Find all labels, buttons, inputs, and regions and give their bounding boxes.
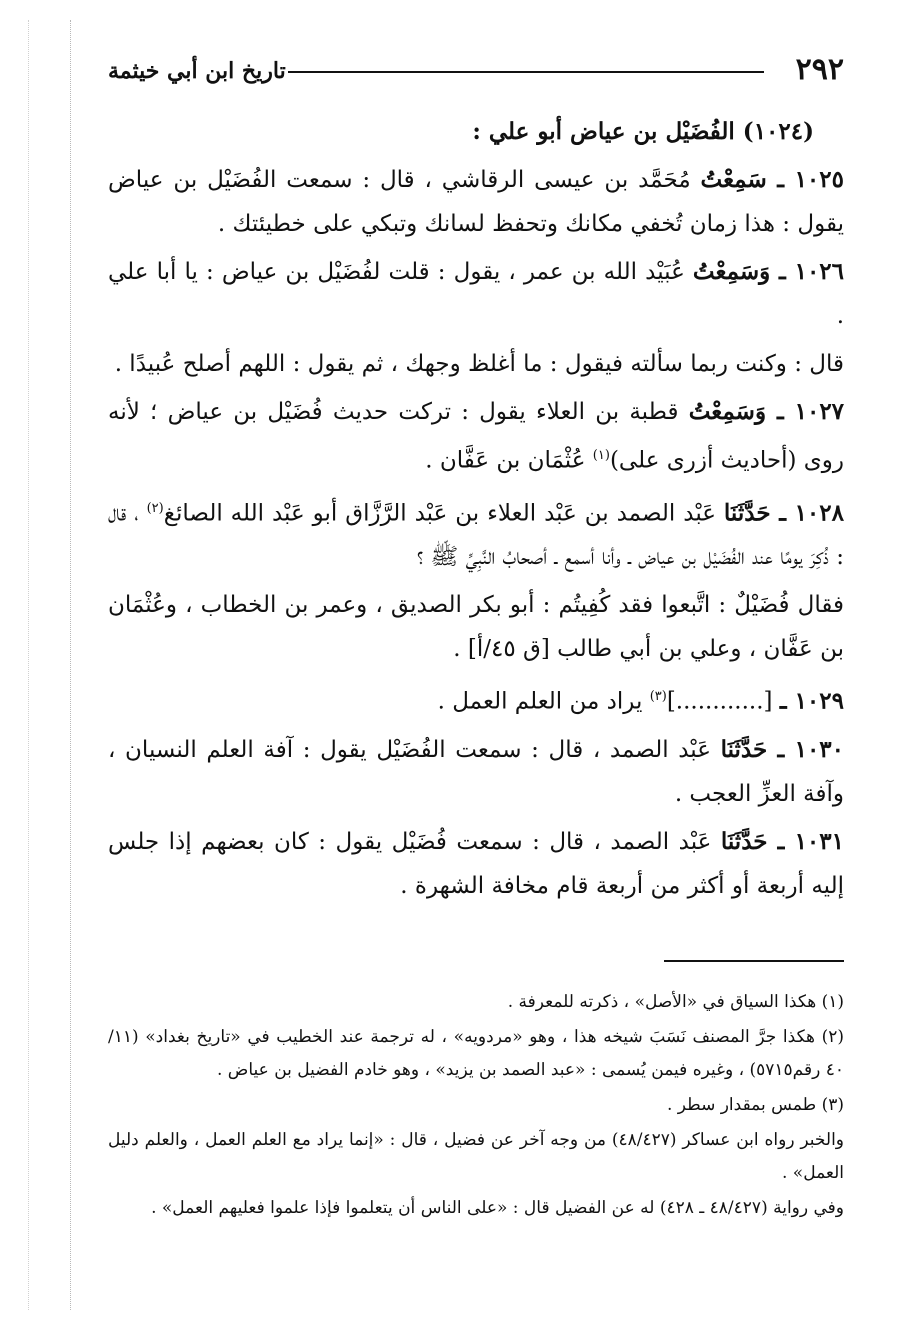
footnotes: [108, 986, 844, 1227]
footnote-2: (٢) هكذا جرَّ المصنف نَسَبَ شيخه هذا ، وهو «مردويه» ، له ترجمة عند الخطيب في «تاريخ بغداد» (١١/ ٤٠ رقم٥٧١٥) ، وغيره فيمن يُسمى : «عبد الصمد بن يزيد» ، وهو خادم الفضيل بن عياض .: [108, 1027, 844, 1080]
entry-1029: [108, 675, 844, 724]
entry-lead: ١٠٢٧ ـ وَسَمِعْتُ: [688, 398, 845, 425]
entry-text: قطبة بن العلاء يقول : تركت حديث فُضَيْل بن عياض ؛ لأنه روى (أحاديث أزرى على): [108, 399, 844, 474]
page-number: ٢٩٢: [795, 52, 844, 87]
entry-text: عُثْمَان بن عَفَّان .: [425, 447, 586, 474]
entry-1030: [108, 728, 844, 816]
entry-text: فقال فُضَيْلٌ : اتَّبعوا فقد كُفِيتُم : أبو بكر الصديق ، وعمر بن الخطاب ، وعُثْمَان بن عَفَّان ، وعلي بن أبي طالب [ق ٤٥/أ] .: [108, 592, 844, 663]
footnote-1: (١) هكذا السياق في «الأصل» ، ذكرته للمعرفة .: [507, 992, 844, 1012]
entry-lead: ١٠٢٥ ـ سَمِعْتُ: [700, 166, 844, 193]
entry-lead: ١٠٢٨ ـ حَدَّثَنَا: [723, 499, 844, 527]
running-header: [108, 52, 844, 92]
scan-edge-dots: [70, 20, 71, 1310]
footnote-3-detail: والخبر رواه ابن عساكر (٤٨/٤٢٧) من وجه آخر عن فضيل ، قال : «إنما يراد مع العلم العمل ، والعلم دليل العمل» .: [108, 1130, 845, 1183]
entry-1031: [108, 820, 844, 908]
entry-text: ، قال : ذُكِرَ يومًا عند الفُضَيْل بن عياض ـ وأنا أسمع ـ أصحابُ النَّبِيِّ ﷺ ؟: [108, 500, 844, 571]
entry-1026-continuation: [108, 342, 844, 386]
book-title: تاريخ ابن أبي خيثمة: [108, 58, 286, 84]
section-heading: (١٠٢٤) الفُضَيْل بن عياض أبو علي :: [472, 118, 814, 145]
entry-1028-continuation: [108, 583, 844, 671]
footnote-3: (٣) طمس بمقدار سطر .: [666, 1095, 844, 1115]
footnote-rule: [664, 960, 844, 962]
entry-1025: [108, 158, 844, 246]
header-rule: [288, 71, 764, 73]
entry-lead: ١٠٢٦ ـ وَسَمِعْتُ: [692, 258, 845, 285]
footnote-ref-1[interactable]: (١): [592, 448, 610, 463]
entry-1028: [108, 487, 844, 580]
entry-text: مُحَمَّد بن عيسى الرقاشي ، قال : سمعت الفُضَيْل بن عياض يقول : هذا زمان تُخفي مكانك وتحفظ لسانك وتبكي على خطيئتك .: [108, 167, 844, 237]
entry-lead: ١٠٣١ ـ حَدَّثَنَا: [720, 827, 844, 855]
entry-1027: [108, 390, 844, 483]
entry-1026: [108, 250, 844, 338]
scan-edge-dots-outer: [28, 20, 29, 1310]
entry-text: قال : وكنت ربما سألته فيقول : ما أغلظ وجهك ، ثم يقول : اللهم أصلح عُبيدًا .: [114, 351, 844, 377]
entry-lead: ١٠٢٩ ـ: [779, 687, 844, 715]
entry-text: يراد من العلم العمل .: [437, 688, 643, 715]
entry-text: عُبَيْد الله بن عمر ، يقول : قلت لفُضَيْل بن عياض : يا أبا علي .: [108, 259, 844, 329]
entry-text: عَبْد الصمد ، قال : سمعت فُضَيْل يقول : كان بعضهم إذا جلس إليه أربعة أو أكثر من أربعة قام مخافة الشهرة .: [108, 828, 844, 899]
footnote-3-variant: وفي رواية (٤٨/٤٢٧ ـ ٤٢٨) له عن الفضيل قال : «على الناس أن يتعلموا فإذا علموا فعليهم العمل» .: [151, 1198, 844, 1218]
entry-lead: ١٠٣٠ ـ حَدَّثَنَا: [720, 735, 845, 763]
entry-text: عَبْد الصمد بن عَبْد العلاء بن عَبْد الرَّزَّاق أبو عَبْد الله الصائغ: [163, 500, 716, 527]
entry-text: عَبْد الصمد ، قال : سمعت الفُضَيْل يقول : آفة العلم النسيان ، وآفة العزِّ العجب .: [108, 736, 844, 807]
footnote-ref-3[interactable]: (٣): [649, 689, 667, 705]
entry-text: [............]: [666, 688, 773, 715]
footnote-ref-2[interactable]: (٢): [146, 500, 164, 516]
main-text: [108, 110, 844, 912]
